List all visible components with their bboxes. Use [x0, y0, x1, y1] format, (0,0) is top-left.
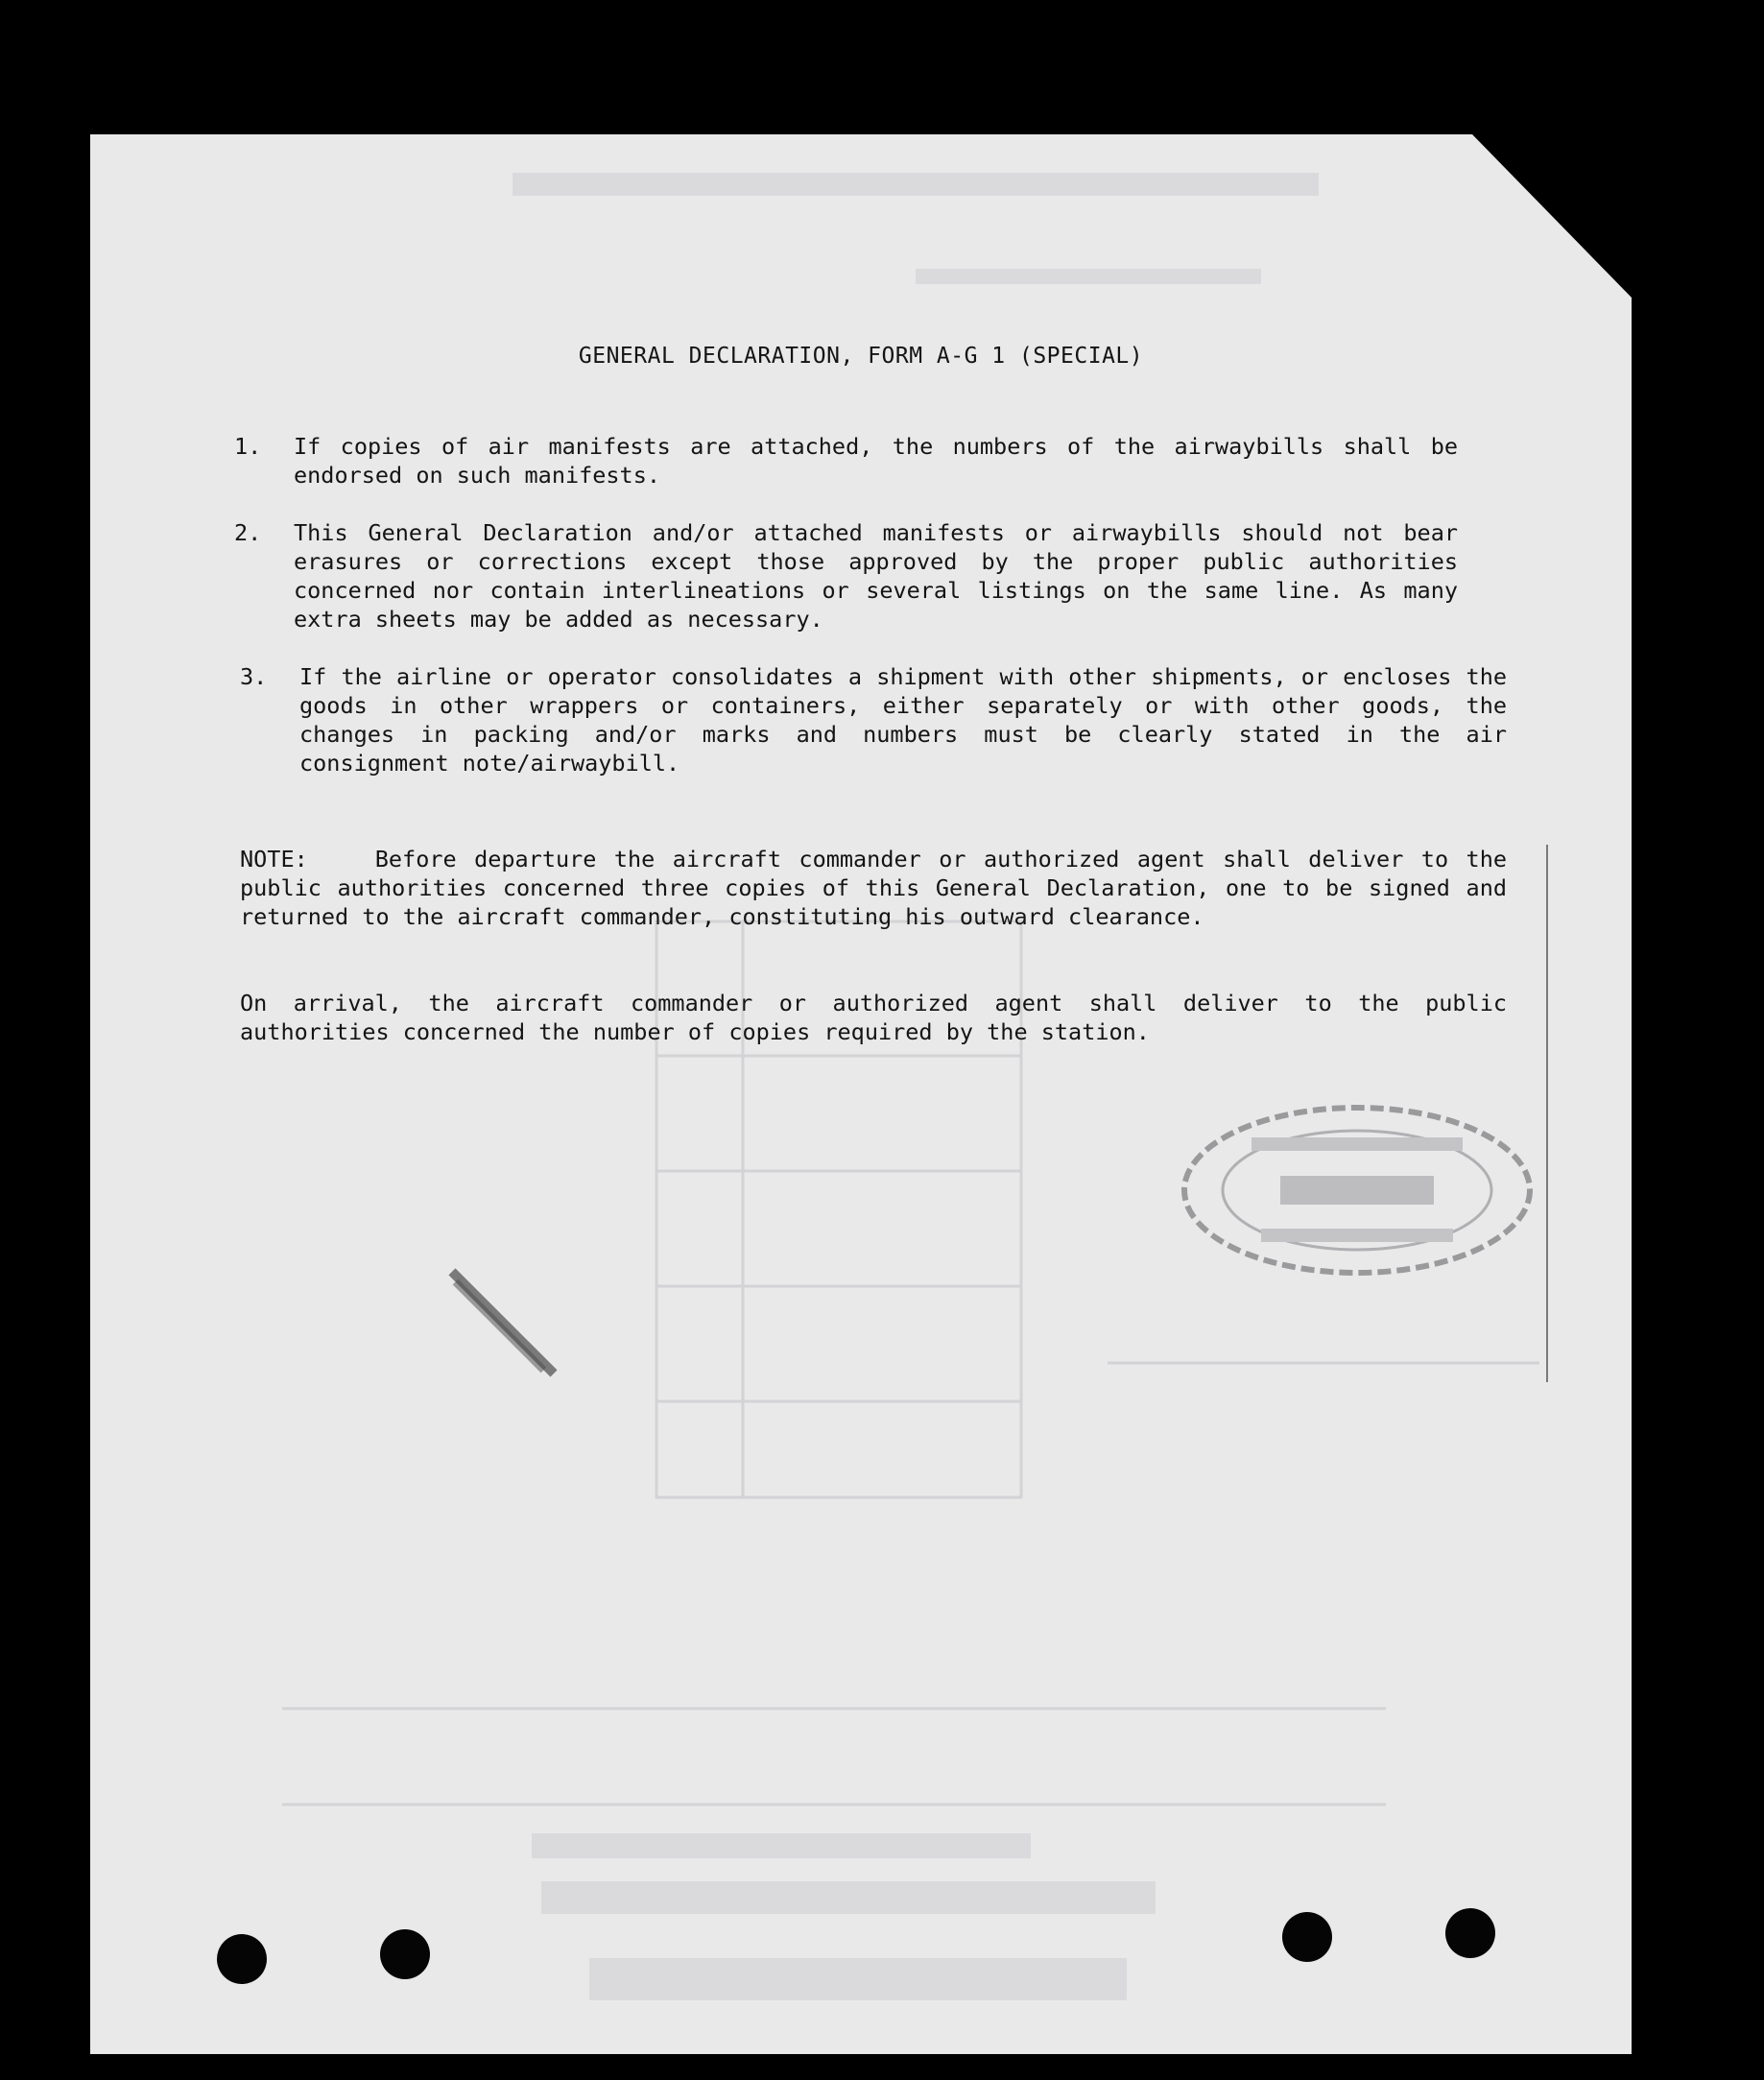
item-text: If copies of air manifests are attached, the numbers of the airwaybills shall be endorsed on such manifests.	[294, 433, 1458, 489]
item-text: This General Declaration and/or attached manifests or airwaybills should not bear erasures or corrections except those approved by the proper public authorities concerned nor contain interlineations or several listings on the same line. As many extra sheets may be added as necessary.	[294, 519, 1458, 633]
punch-hole	[1282, 1912, 1332, 1962]
note-text: Before departure the aircraft commander or authorized agent shall deliver to the public authorities concerned three copies of this General Declaration, one to be signed and returned to the aircraft commander, constituting his outward clearance.	[240, 846, 1507, 930]
item-number: 2.	[234, 519, 262, 546]
instruction-item-3	[240, 662, 1507, 777]
punch-hole	[217, 1934, 267, 1984]
customs-stamp	[1175, 1099, 1539, 1281]
punch-hole	[380, 1929, 430, 1979]
document-page	[90, 134, 1632, 2054]
item-number: 3.	[240, 663, 268, 690]
arrival-paragraph: On arrival, the aircraft commander or authorized agent shall deliver to the public authorities concerned the number of copies required by the station.	[240, 990, 1507, 1045]
note-label: NOTE:	[240, 846, 308, 873]
instruction-item-1	[234, 432, 1458, 490]
margin-rule	[1546, 845, 1548, 1382]
punch-hole	[1445, 1908, 1495, 1958]
item-text: If the airline or operator consolidates a shipment with other shipments, or encloses the goods in other wrappers or containers, either separately or with other goods, the changes in packing and/or marks and numbers must be clearly stated in the air consignment note/airwaybill.	[299, 663, 1507, 777]
note-paragraph	[240, 845, 1507, 931]
ink-smudge	[426, 1253, 580, 1406]
form-title: GENERAL DECLARATION, FORM A-G 1 (SPECIAL)	[578, 344, 1144, 369]
instruction-item-2	[234, 518, 1458, 634]
item-number: 1.	[234, 433, 262, 460]
